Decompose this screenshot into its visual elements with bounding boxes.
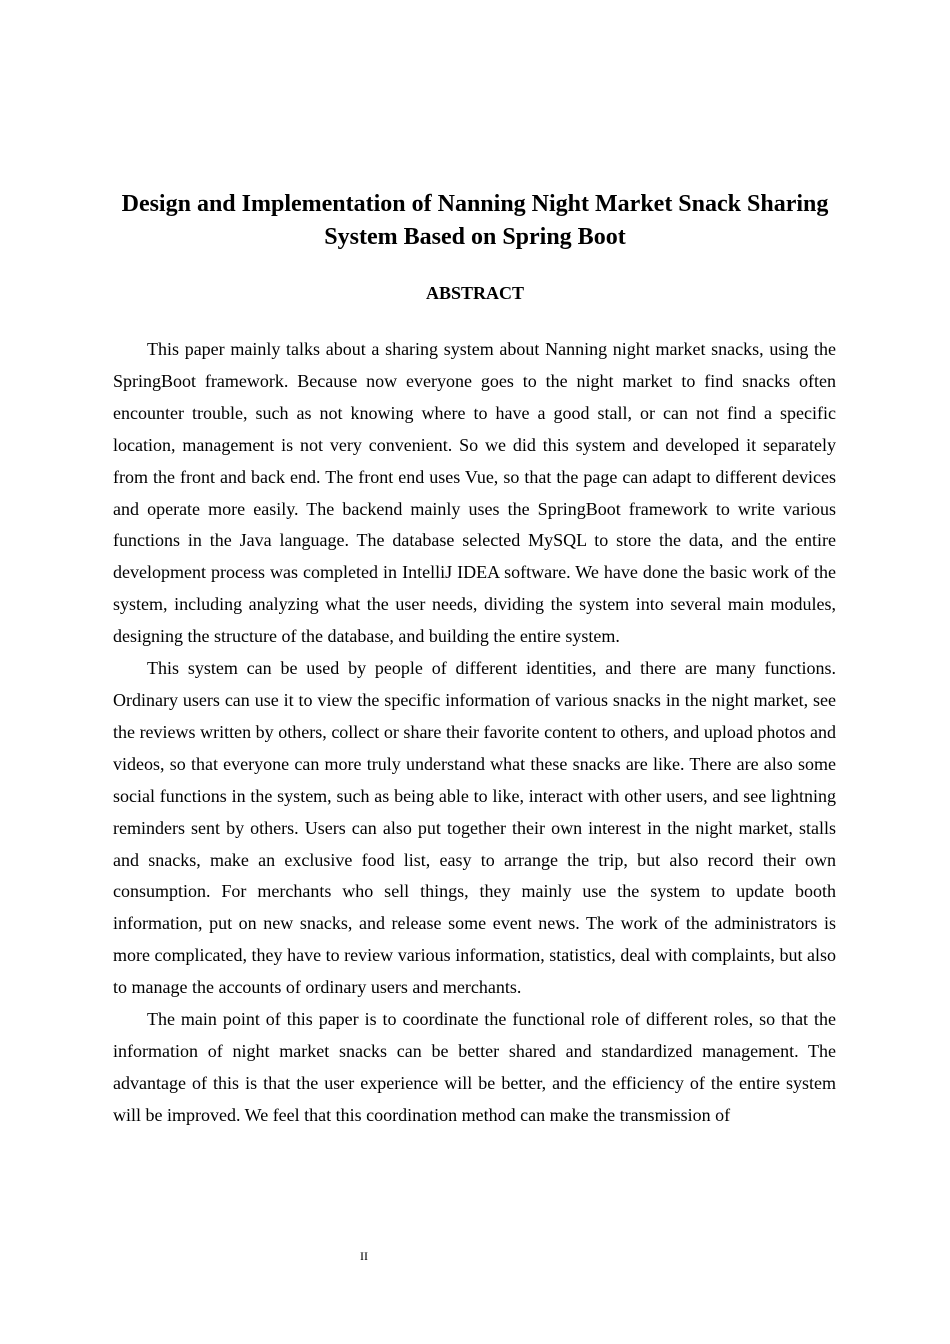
abstract-heading: ABSTRACT bbox=[425, 283, 525, 303]
abstract-paragraph: This system can be used by people of different identities, and there are many functions. Ordinary users can use it to view the specific information of various snacks in the night market, see the reviews written by others, collect or share their favorite content to others, and upload photos and videos, so that everyone can more truly understand what these snacks are like. There are also some social functions in the system, such as being able to like, interact with other users, and see lightning reminders sent by others. Users can also put together their own interest in the night market, stalls and snacks, make an exclusive food list, easy to arrange the trip, but also record their own consumption. For merchants who sell things, they mainly use the system to update booth information, put on new snacks, and release some event news. The work of the administrators is more complicated, they have to review various information, statistics, deal with complaints, but also to manage the accounts of ordinary users and merchants. bbox=[113, 658, 836, 998]
abstract-paragraph: The main point of this paper is to coordinate the functional role of different roles, so that the information of night market snacks can be better shared and standardized management. The advantage of this is that the user experience will be better, and the efficiency of the entire system will be improved. We feel that this coordination method can make the transmission of bbox=[113, 1009, 836, 1125]
abstract-body bbox=[113, 334, 836, 1132]
abstract-paragraph: This paper mainly talks about a sharing system about Nanning night market snacks, using the SpringBoot framework. Because now everyone goes to the night market to find snacks often encounter trouble, such as not knowing where to have a good stall, or can not find a specific location, management is not very convenient. So we did this system and developed it separately from the front and back end. The front end uses Vue, so that the page can adapt to different devices and operate more easily. The backend mainly uses the SpringBoot framework to write various functions in the Java language. The database selected MySQL to store the data, and the entire development process was completed in IntelliJ IDEA software. We have done the basic work of the system, including analyzing what the user needs, dividing the system into several main modules, designing the structure of the database, and building the entire system. bbox=[113, 339, 836, 647]
page-number: II bbox=[360, 1249, 368, 1263]
paper-title: Design and Implementation of Nanning Night Market Snack Sharing System Based on Spring Boot bbox=[121, 191, 829, 250]
